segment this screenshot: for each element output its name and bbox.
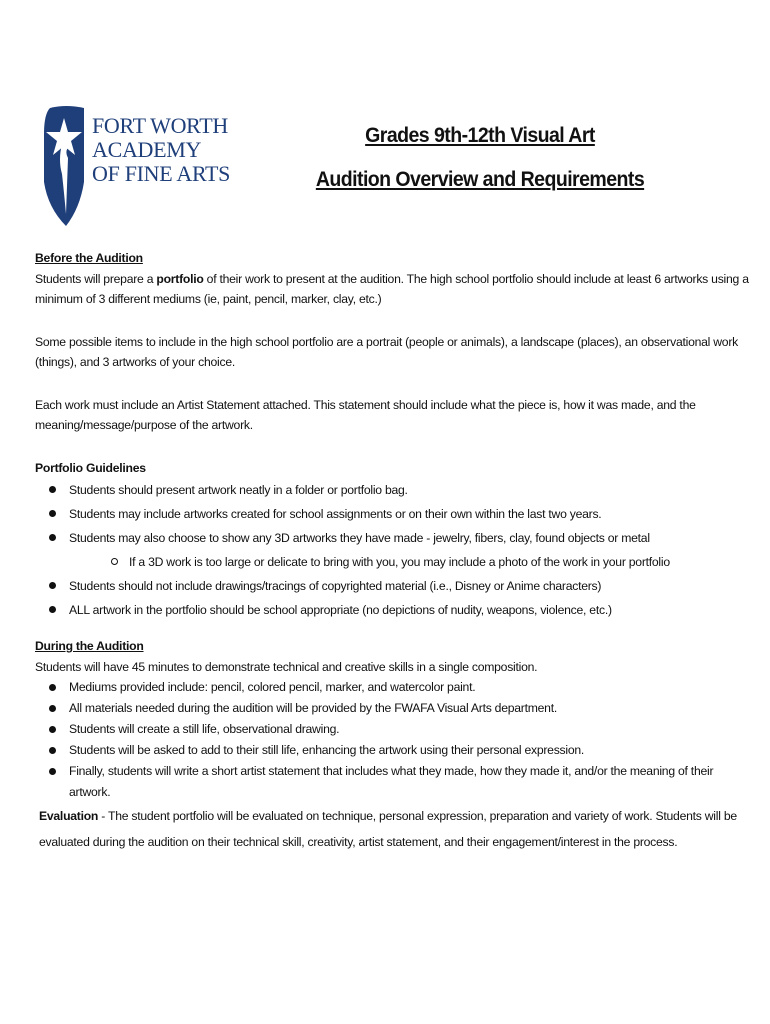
school-logo: [40, 104, 230, 228]
evaluation-label: Evaluation: [39, 809, 99, 823]
bullet-icon: [49, 486, 56, 493]
list-item: Students may also choose to show any 3D artworks they have made - jewelry, fibers, clay, found objects or metal If a 3D work is too large or delicate to bring with you, you may include a photo of the work in your portfolio: [49, 526, 755, 574]
evaluation-text: - The student portfolio will be evaluated on technique, personal expression, preparation and variety of work. Students will be evaluated during the audition on their technical skill, creativity, artist statement, and their engagement/interest in the process.: [39, 809, 737, 849]
before-audition-heading: Before the Audition: [35, 251, 143, 265]
hollow-bullet-icon: [111, 558, 118, 565]
portfolio-sublist: [69, 550, 755, 574]
bullet-icon: [49, 705, 56, 712]
during-audition-list: [35, 677, 755, 803]
list-item: Students will be asked to add to their still life, enhancing the artwork using their personal expression.: [49, 740, 755, 761]
bullet-icon: [49, 582, 56, 589]
before-paragraph-3: Each work must include an Artist Statement attached. This statement should include what the piece is, how it was made, and the meaning/message/purpose of the artwork.: [35, 397, 696, 432]
list-item: Mediums provided include: pencil, colored pencil, marker, and watercolor paint.: [49, 677, 755, 698]
before-p1-text-cont: of their work to present at the audition. The high school portfolio should include at least 6 artworks using a minimum of 3 different mediums (ie, paint, pencil, marker, clay, etc.): [35, 271, 749, 306]
list-item: All materials needed during the audition will be provided by the FWAFA Visual Arts department.: [49, 698, 755, 719]
list-item: Finally, students will write a short artist statement that includes what they made, how they made it, and/or the meaning of their artwork.: [49, 761, 755, 803]
before-paragraph-2: Some possible items to include in the high school portfolio are a portrait (people or animals), a landscape (places), an observational work (things), and 3 artworks of your choice.: [35, 334, 738, 369]
bullet-icon: [49, 534, 56, 541]
list-item: Students will create a still life, observational drawing.: [49, 719, 755, 740]
document-body: [35, 248, 755, 855]
list-item: ALL artwork in the portfolio should be school appropriate (no depictions of nudity, weapons, violence, etc.): [49, 598, 755, 622]
logo-line-1: FORT WORTH: [92, 113, 228, 138]
bullet-icon: [49, 606, 56, 613]
list-item: Students should not include drawings/tracings of copyrighted material (i.e., Disney or Anime characters): [49, 574, 755, 598]
logo-wordmark: [92, 114, 230, 186]
logo-line-3: OF FINE ARTS: [92, 161, 231, 186]
page-title: [303, 114, 656, 202]
bullet-icon: [49, 768, 56, 775]
bullet-icon: [49, 510, 56, 517]
bullet-icon: [49, 684, 56, 691]
during-intro: Students will have 45 minutes to demonstrate technical and creative skills in a single composition.: [35, 659, 538, 674]
bullet-icon: [49, 747, 56, 754]
evaluation-paragraph: [35, 803, 755, 855]
list-item: Students may include artworks created for school assignments or on their own within the last two years.: [49, 502, 755, 526]
before-paragraph-1: [35, 269, 755, 310]
logo-line-2: ACADEMY: [92, 137, 202, 162]
title-line-1: Grades 9th-12th Visual Art: [365, 124, 595, 147]
portfolio-guidelines-heading: Portfolio Guidelines: [35, 460, 146, 475]
bullet-icon: [49, 726, 56, 733]
portfolio-guidelines-list: [35, 478, 755, 622]
list-item: Students should present artwork neatly in a folder or portfolio bag.: [49, 478, 755, 502]
during-audition-heading: During the Audition: [35, 639, 144, 653]
title-line-2: Audition Overview and Requirements: [315, 168, 645, 191]
portfolio-emphasis: portfolio: [156, 271, 204, 286]
sub-list-item: If a 3D work is too large or delicate to bring with you, you may include a photo of the work in your portfolio: [109, 550, 755, 574]
before-p1-text: Students will prepare a: [35, 271, 157, 286]
shield-star-icon: [40, 104, 92, 228]
